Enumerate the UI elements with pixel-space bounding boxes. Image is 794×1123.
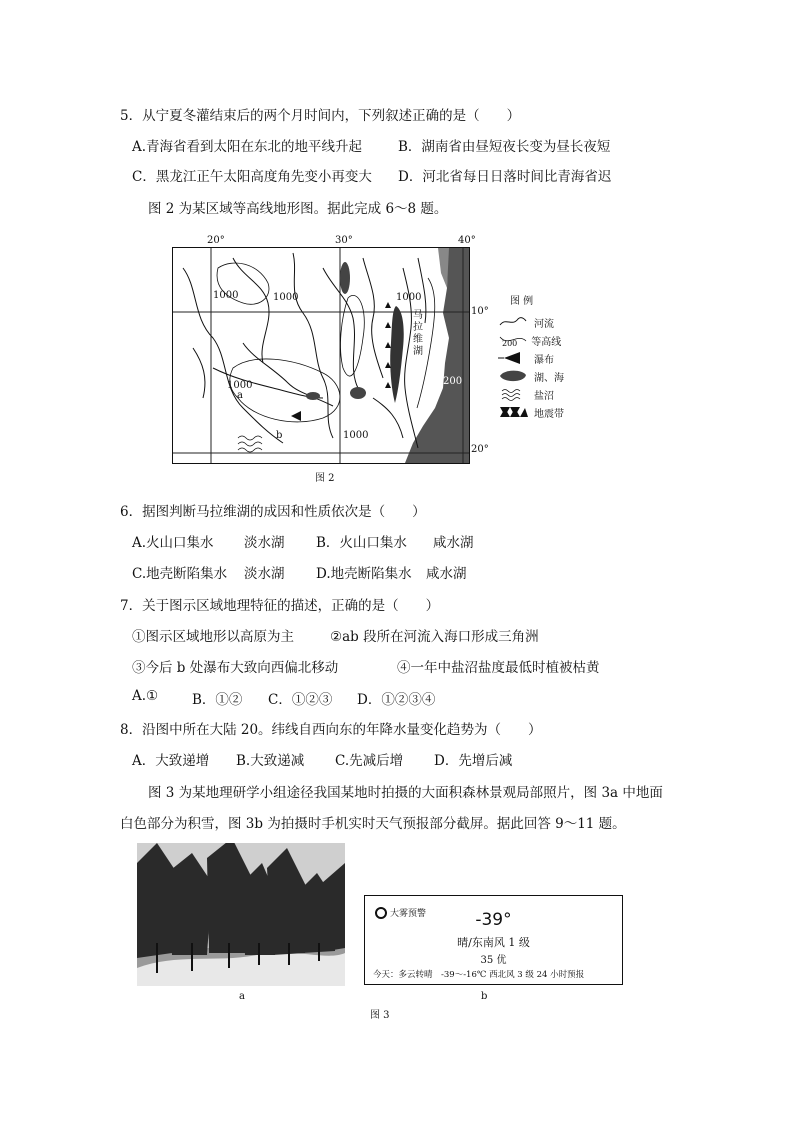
intro-figure-2: 图 2 为某区域等高线地形图。据此完成 6～8 题。: [148, 201, 448, 217]
q5-option-c: C．黑龙江正午太阳高度角先变小再变大: [132, 169, 372, 185]
river-icon: [498, 315, 528, 329]
q6-option-d: D.地壳断陷集水 咸水湖: [316, 566, 467, 582]
lat-label-20: 20°: [471, 444, 489, 455]
legend-item-earthquake-belt: 地震带: [498, 403, 564, 421]
contour-label: 1000: [273, 292, 299, 303]
figure-2-caption: 图 2: [315, 473, 335, 484]
lake-small-west: [306, 392, 320, 400]
contour-label: 1000: [343, 430, 369, 441]
contour-label: 200: [443, 376, 463, 387]
contour-value: 200: [502, 338, 518, 348]
map-legend: [498, 292, 564, 421]
lake-small-north: [340, 262, 350, 294]
lake-small-center: [350, 387, 366, 399]
figure-3b-label: b: [481, 991, 488, 1002]
lake-sea-icon: [498, 369, 528, 383]
q7-option-c: C．①②③: [268, 692, 333, 708]
q7-statement-2: ②ab 段所在河流入海口形成三角洲: [330, 629, 539, 645]
q7-option-a: A.①: [132, 688, 159, 704]
q6-option-a: A.火山口集水 淡水湖: [132, 535, 285, 551]
earthquake-belt: [385, 302, 391, 388]
legend-item-lake-sea: 湖、海: [498, 367, 564, 385]
lon-label-20: 20°: [207, 235, 225, 246]
q7-option-d: D．①②③④: [357, 692, 436, 708]
lat-label-10: 10°: [471, 306, 489, 317]
q6-option-b: B．火山口集水 咸水湖: [316, 535, 474, 551]
q6-option-c: C.地壳断陷集水 淡水湖: [132, 566, 285, 582]
q8-option-d: D．先增后减: [434, 753, 513, 769]
q5-option-d: D．河北省每日日落时间比青海省迟: [398, 169, 612, 185]
q6-stem: 6．据图判断马拉维湖的成因和性质依次是（ ）: [120, 504, 426, 520]
q8-option-b: B.大致递减: [236, 753, 305, 769]
legend-title: 图 例: [510, 296, 534, 307]
q5-option-b: B．湖南省由昼短夜长变为昼长夜短: [398, 139, 611, 155]
earthquake-belt-icon: [498, 405, 528, 419]
weather-aqi: 35 优: [480, 955, 507, 966]
intro-figure-3-line1: 图 3 为某地理研学小组途径我国某地时拍摄的大面积森林景观局部照片，图 3a 中地面: [148, 785, 663, 801]
weather-today-forecast: 今天：多云转晴 -39～-16℃ 西北风 3 级 24 小时预报: [373, 970, 585, 980]
weather-temperature: -39°: [475, 910, 512, 930]
contour-label: 1000: [213, 290, 239, 301]
weather-screenshot: [364, 895, 623, 985]
lon-label-40: 40°: [458, 235, 476, 246]
lon-label-30: 30°: [335, 235, 353, 246]
contour-map: [172, 247, 470, 464]
salt-marsh-icon: [498, 387, 528, 401]
lake-name-label: 马 拉 维 湖: [413, 310, 423, 357]
point-b-label: b: [276, 430, 283, 441]
q7-statement-4: ④一年中盐沼盐度最低时植被枯黄: [397, 660, 600, 676]
weather-condition: 晴/东南风 1 级: [457, 936, 530, 949]
forest-photo-svg: [137, 843, 345, 986]
q8-option-c: C.先减后增: [335, 753, 404, 769]
legend-item-salt-marsh: 盐沼: [498, 385, 564, 403]
q8-option-a: A．大致递增: [132, 753, 210, 769]
waterfall-icon: [498, 351, 528, 365]
forest-photo: [137, 843, 345, 986]
q7-statement-3: ③今后 b 处瀑布大致向西偏北移动: [132, 660, 339, 676]
q8-stem: 8．沿图中所在大陆 20。纬线自西向东的年降水量变化趋势为（ ）: [120, 722, 542, 738]
legend-item-contour: 200 等高线: [498, 331, 564, 349]
legend-item-river: 河流: [498, 313, 564, 331]
contour-label: 1000: [227, 380, 253, 391]
legend-item-waterfall: 瀑布: [498, 349, 564, 367]
q7-option-b: B．①②: [192, 692, 243, 708]
q7-stem: 7．关于图示区域地理特征的描述，正确的是（ ）: [120, 598, 440, 614]
lake-malawi-shape: [390, 306, 404, 403]
q7-statement-1: ①图示区域地形以高原为主: [132, 629, 294, 645]
point-a-label: a: [237, 390, 243, 401]
figure-3-caption: 图 3: [370, 1010, 390, 1021]
fog-alert: 大雾预警: [375, 906, 426, 919]
salt-marsh: [238, 436, 262, 452]
figure-3a-label: a: [239, 991, 245, 1002]
rivers: [183, 253, 426, 448]
intro-figure-3-line2: 白色部分为积雪，图 3b 为拍摄时手机实时天气预报部分截屏。据此回答 9～11 题。: [120, 816, 626, 832]
waterfall-mark: [291, 411, 301, 421]
q5-stem: 5．从宁夏冬灌结束后的两个月时间内，下列叙述正确的是（ ）: [120, 108, 521, 124]
q5-option-a: A.青海省看到太阳在东北的地平线升起: [132, 139, 363, 155]
contour-label: 1000: [396, 292, 422, 303]
